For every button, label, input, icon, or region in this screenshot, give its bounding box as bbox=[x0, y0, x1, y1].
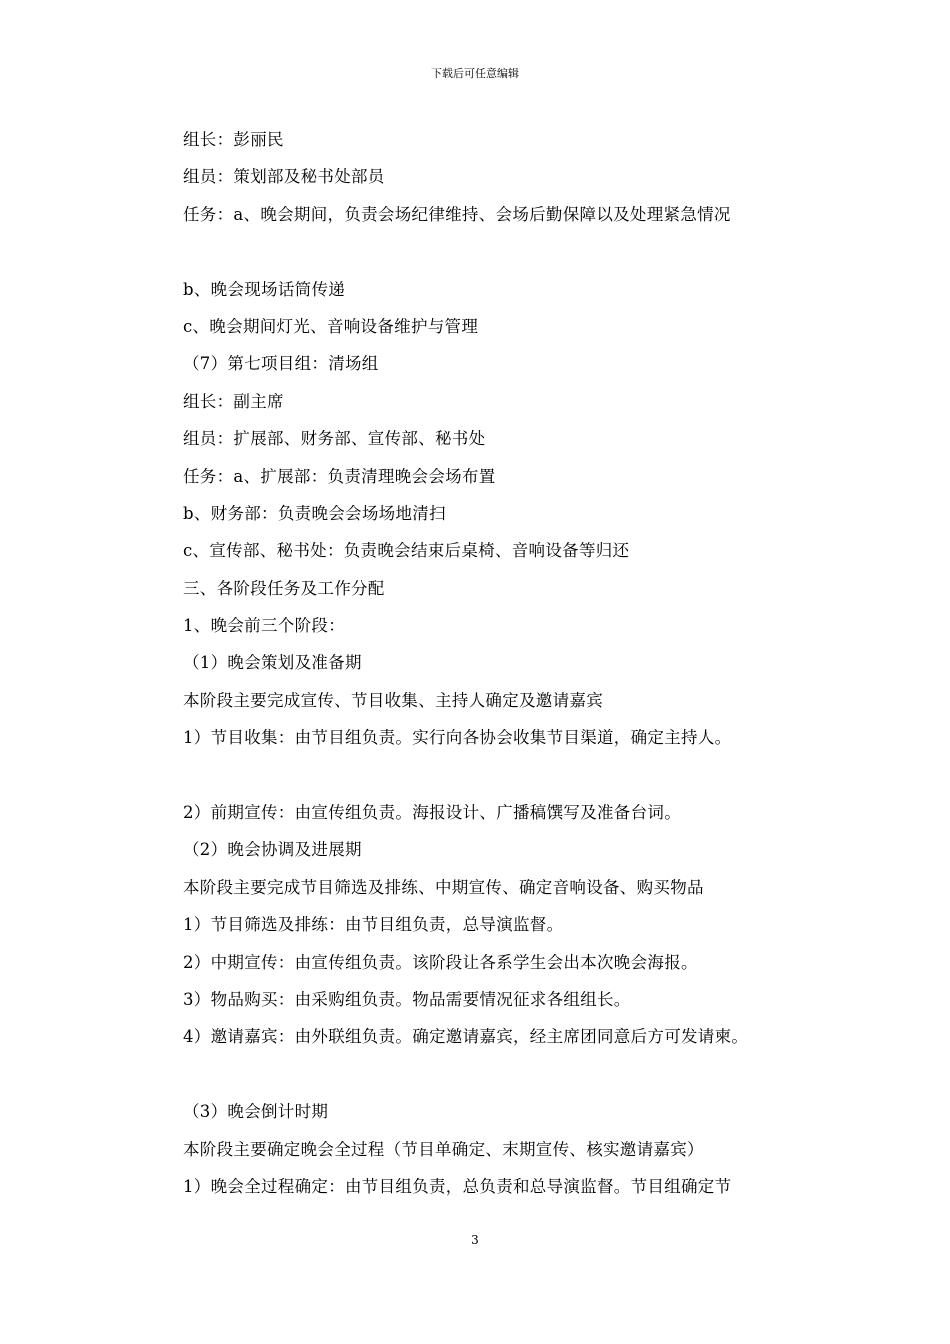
text-line: c、晚会期间灯光、音响设备维护与管理 bbox=[183, 316, 479, 336]
text-line: 1）晚会全过程确定：由节目组负责，总负责和总导演监督。节目组确定节 bbox=[183, 1176, 732, 1196]
text-line: 任务：a、晚会期间，负责会场纪律维持、会场后勤保障以及处理紧急情况 bbox=[183, 204, 731, 224]
text-line: 1）节目筛选及排练：由节目组负责，总导演监督。 bbox=[183, 915, 564, 935]
text-line: （7）第七项目组：清场组 bbox=[183, 354, 379, 374]
blank-line bbox=[183, 233, 833, 270]
text-line: 本阶段主要完成宣传、节目收集、主持人确定及邀请嘉宾 bbox=[183, 690, 603, 710]
text-line: 组员：策划部及秘书处部员 bbox=[183, 167, 385, 187]
text-line: （1）晚会策划及准备期 bbox=[183, 653, 362, 673]
text-line: 1）节目收集：由节目组负责。实行向各协会收集节目渠道，确定主持人。 bbox=[183, 728, 732, 748]
text-line: c、宣传部、秘书处：负责晚会结束后桌椅、音响设备等归还 bbox=[183, 541, 630, 561]
text-line: 任务：a、扩展部：负责清理晚会会场布置 bbox=[183, 466, 496, 486]
document-body bbox=[183, 121, 833, 1205]
text-line: 4）邀请嘉宾：由外联组负责。确定邀请嘉宾，经主席团同意后方可发请柬。 bbox=[183, 1027, 749, 1047]
text-line: 三、各阶段任务及工作分配 bbox=[183, 578, 385, 598]
text-line: 2）前期宣传：由宣传组负责。海报设计、广播稿馔写及准备台词。 bbox=[183, 803, 681, 823]
blank-line bbox=[183, 757, 833, 794]
text-line: b、财务部：负责晚会会场场地清扫 bbox=[183, 503, 446, 523]
blank-line bbox=[183, 1056, 833, 1093]
text-line: （2）晚会协调及进展期 bbox=[183, 840, 362, 860]
text-line: 本阶段主要完成节目筛选及排练、中期宣传、确定音响设备、购买物品 bbox=[183, 877, 704, 897]
text-line: 组员：扩展部、财务部、宣传部、秘书处 bbox=[183, 429, 486, 449]
text-line: 组长：彭丽民 bbox=[183, 130, 284, 149]
text-line: 1、晚会前三个阶段： bbox=[183, 616, 345, 636]
text-line: （3）晚会倒计时期 bbox=[183, 1102, 329, 1122]
text-line: 2）中期宣传：由宣传组负责。该阶段让各系学生会出本次晚会海报。 bbox=[183, 952, 698, 972]
text-line: b、晚会现场话筒传递 bbox=[183, 279, 346, 299]
page-header: 下载后可任意编辑 bbox=[431, 67, 519, 80]
text-line: 本阶段主要确定晚会全过程（节目单确定、末期宣传、核实邀请嘉宾） bbox=[183, 1139, 704, 1159]
text-line: 3）物品购买：由采购组负责。物品需要情况征求各组组长。 bbox=[183, 989, 631, 1009]
text-line: 组长：副主席 bbox=[183, 391, 284, 411]
page-number: 3 bbox=[471, 1233, 479, 1247]
